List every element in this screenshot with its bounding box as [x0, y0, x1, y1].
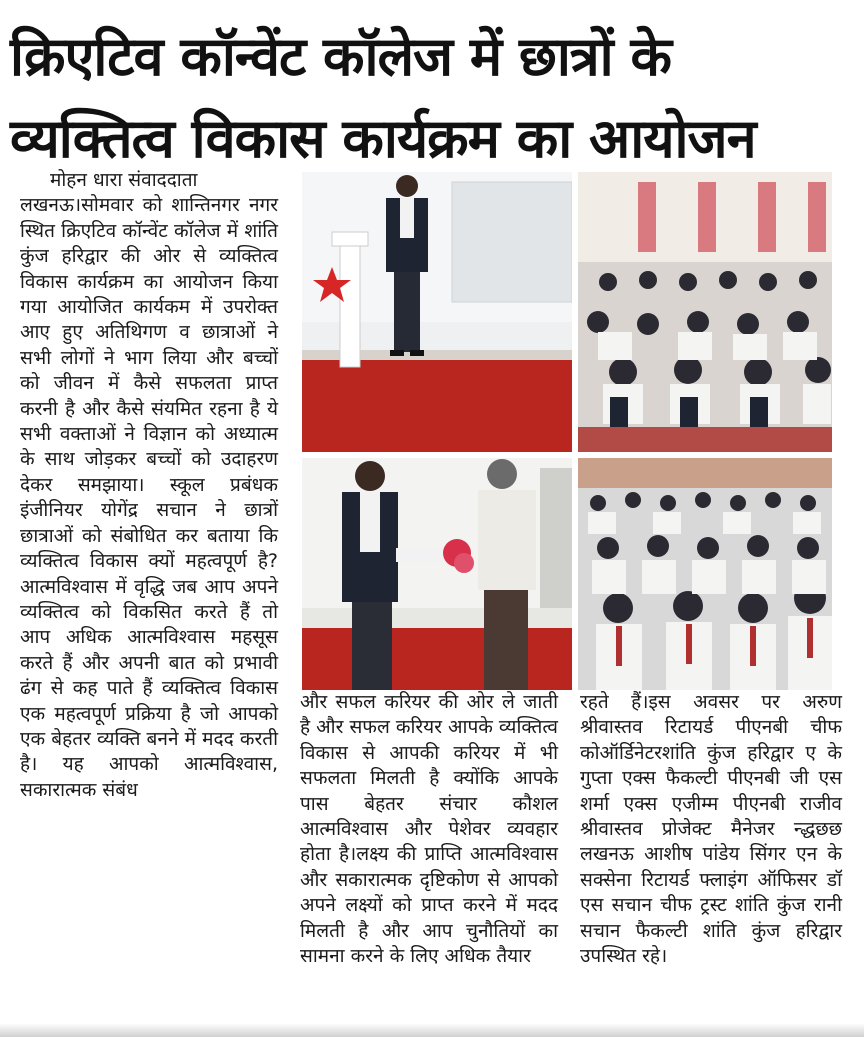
- column-1-text: लखनऊ।सोमवार को शान्तिनगर नगर स्थित क्रिएटिव कॉन्वेंट कॉलेज में शांति कुंज हरिद्वार की ओर से व्यक्तित्व विकास कार्यक्रम का आयोजन किया गया आयोजित कार्यकम में उपरोक्त आए हुए अतिथिगण व छात्राओं ने सभी लोगों ने भाग लिया और बच्चों को जीवन में कैसे सफलता प्राप्त करनी है और कैसे संयमित रहना है ये सभी वक्ताओं ने विज्ञान को अध्यात्म के साथ जोड़कर बच्चों को उदाहरण देकर समझाया। स्कूल प्रबंधक इंजीनियर योगेंद्र सचान ने छात्रों छात्राओं को संबोधित कर बताया कि व्यक्तित्व विकास क्यों महत्वपूर्ण है?आत्मविश्वास में वृद्धि जब आप अपने व्यक्तित्व को विकसित करते हैं तो आप अधिक आत्मविश्वास महसूस करते हैं और अपनी बात को प्रभावी ढंग से कह पाते हैं व्यक्तित्व विकास एक महत्वपूर्ण प्रक्रिया है जो आपको एक बेहतर व्यक्ति बनने में मदद करती है। यह आपको आत्मविश्वास, सकारात्मक संबंध: [20, 194, 278, 801]
- photo-speaker-podium: [302, 172, 572, 452]
- article-column-1: [20, 168, 278, 803]
- headline-line-2: व्यक्तित्व विकास कार्यक्रम का आयोजन: [10, 107, 756, 170]
- photo-collage: [302, 172, 832, 690]
- article-headline: [10, 16, 850, 180]
- photo-students-boys: [578, 458, 832, 690]
- article-column-3: रहते हैं।इस अवसर पर अरुण श्रीवास्तव रिटायर्ड पीएनबी चीफ कोऑर्डिनेटरशांति कुंज हरिद्वार ए के गुप्ता एक्स फैकल्टी पीएनबी जी एस शर्मा एक्स एजीम्म पीएनबी राजीव श्रीवास्तव प्रोजेक्ट मैनेजर न्द्धछछ लखनऊ आशीष पांडेय सिंगर एन के सक्सेना रिटायर्ड फ्लाइंग ऑफिसर डॉ एस सचान चीफ ट्रस्ट शांति कुंज रानी सचान फैकल्टी शांति कुंज हरिद्वार उपस्थित रहे।: [580, 691, 842, 968]
- clipped-previous-text: [0, 0, 864, 12]
- byline: मोहन धारा संवाददाता: [50, 169, 198, 191]
- photo-students-seated: [578, 172, 832, 452]
- headline-line-1: क्रिएटिव कॉन्वेंट कॉलेज में छात्रों के: [10, 25, 671, 88]
- photo-bouquet-presentation: [302, 458, 572, 690]
- article-column-2: और सफल करियर की ओर ले जाती है और सफल करियर आपके व्यक्तित्व विकास से आपकी करियर में भी सफलता मिलती है क्योंकि आपके पास बेहतर संचार कौशल आत्मविश्वास और पेशेवर व्यवहार होता है।लक्ष्य की प्राप्ति आत्मविश्वास और सकारात्मक दृष्टिकोण से आपको अपने लक्ष्यों को प्राप्त करने में मदद मिलती है और आप चुनौतियों का सामना करने के लिए अधिक तैयार: [300, 691, 558, 968]
- clipped-next-text: [0, 1023, 864, 1037]
